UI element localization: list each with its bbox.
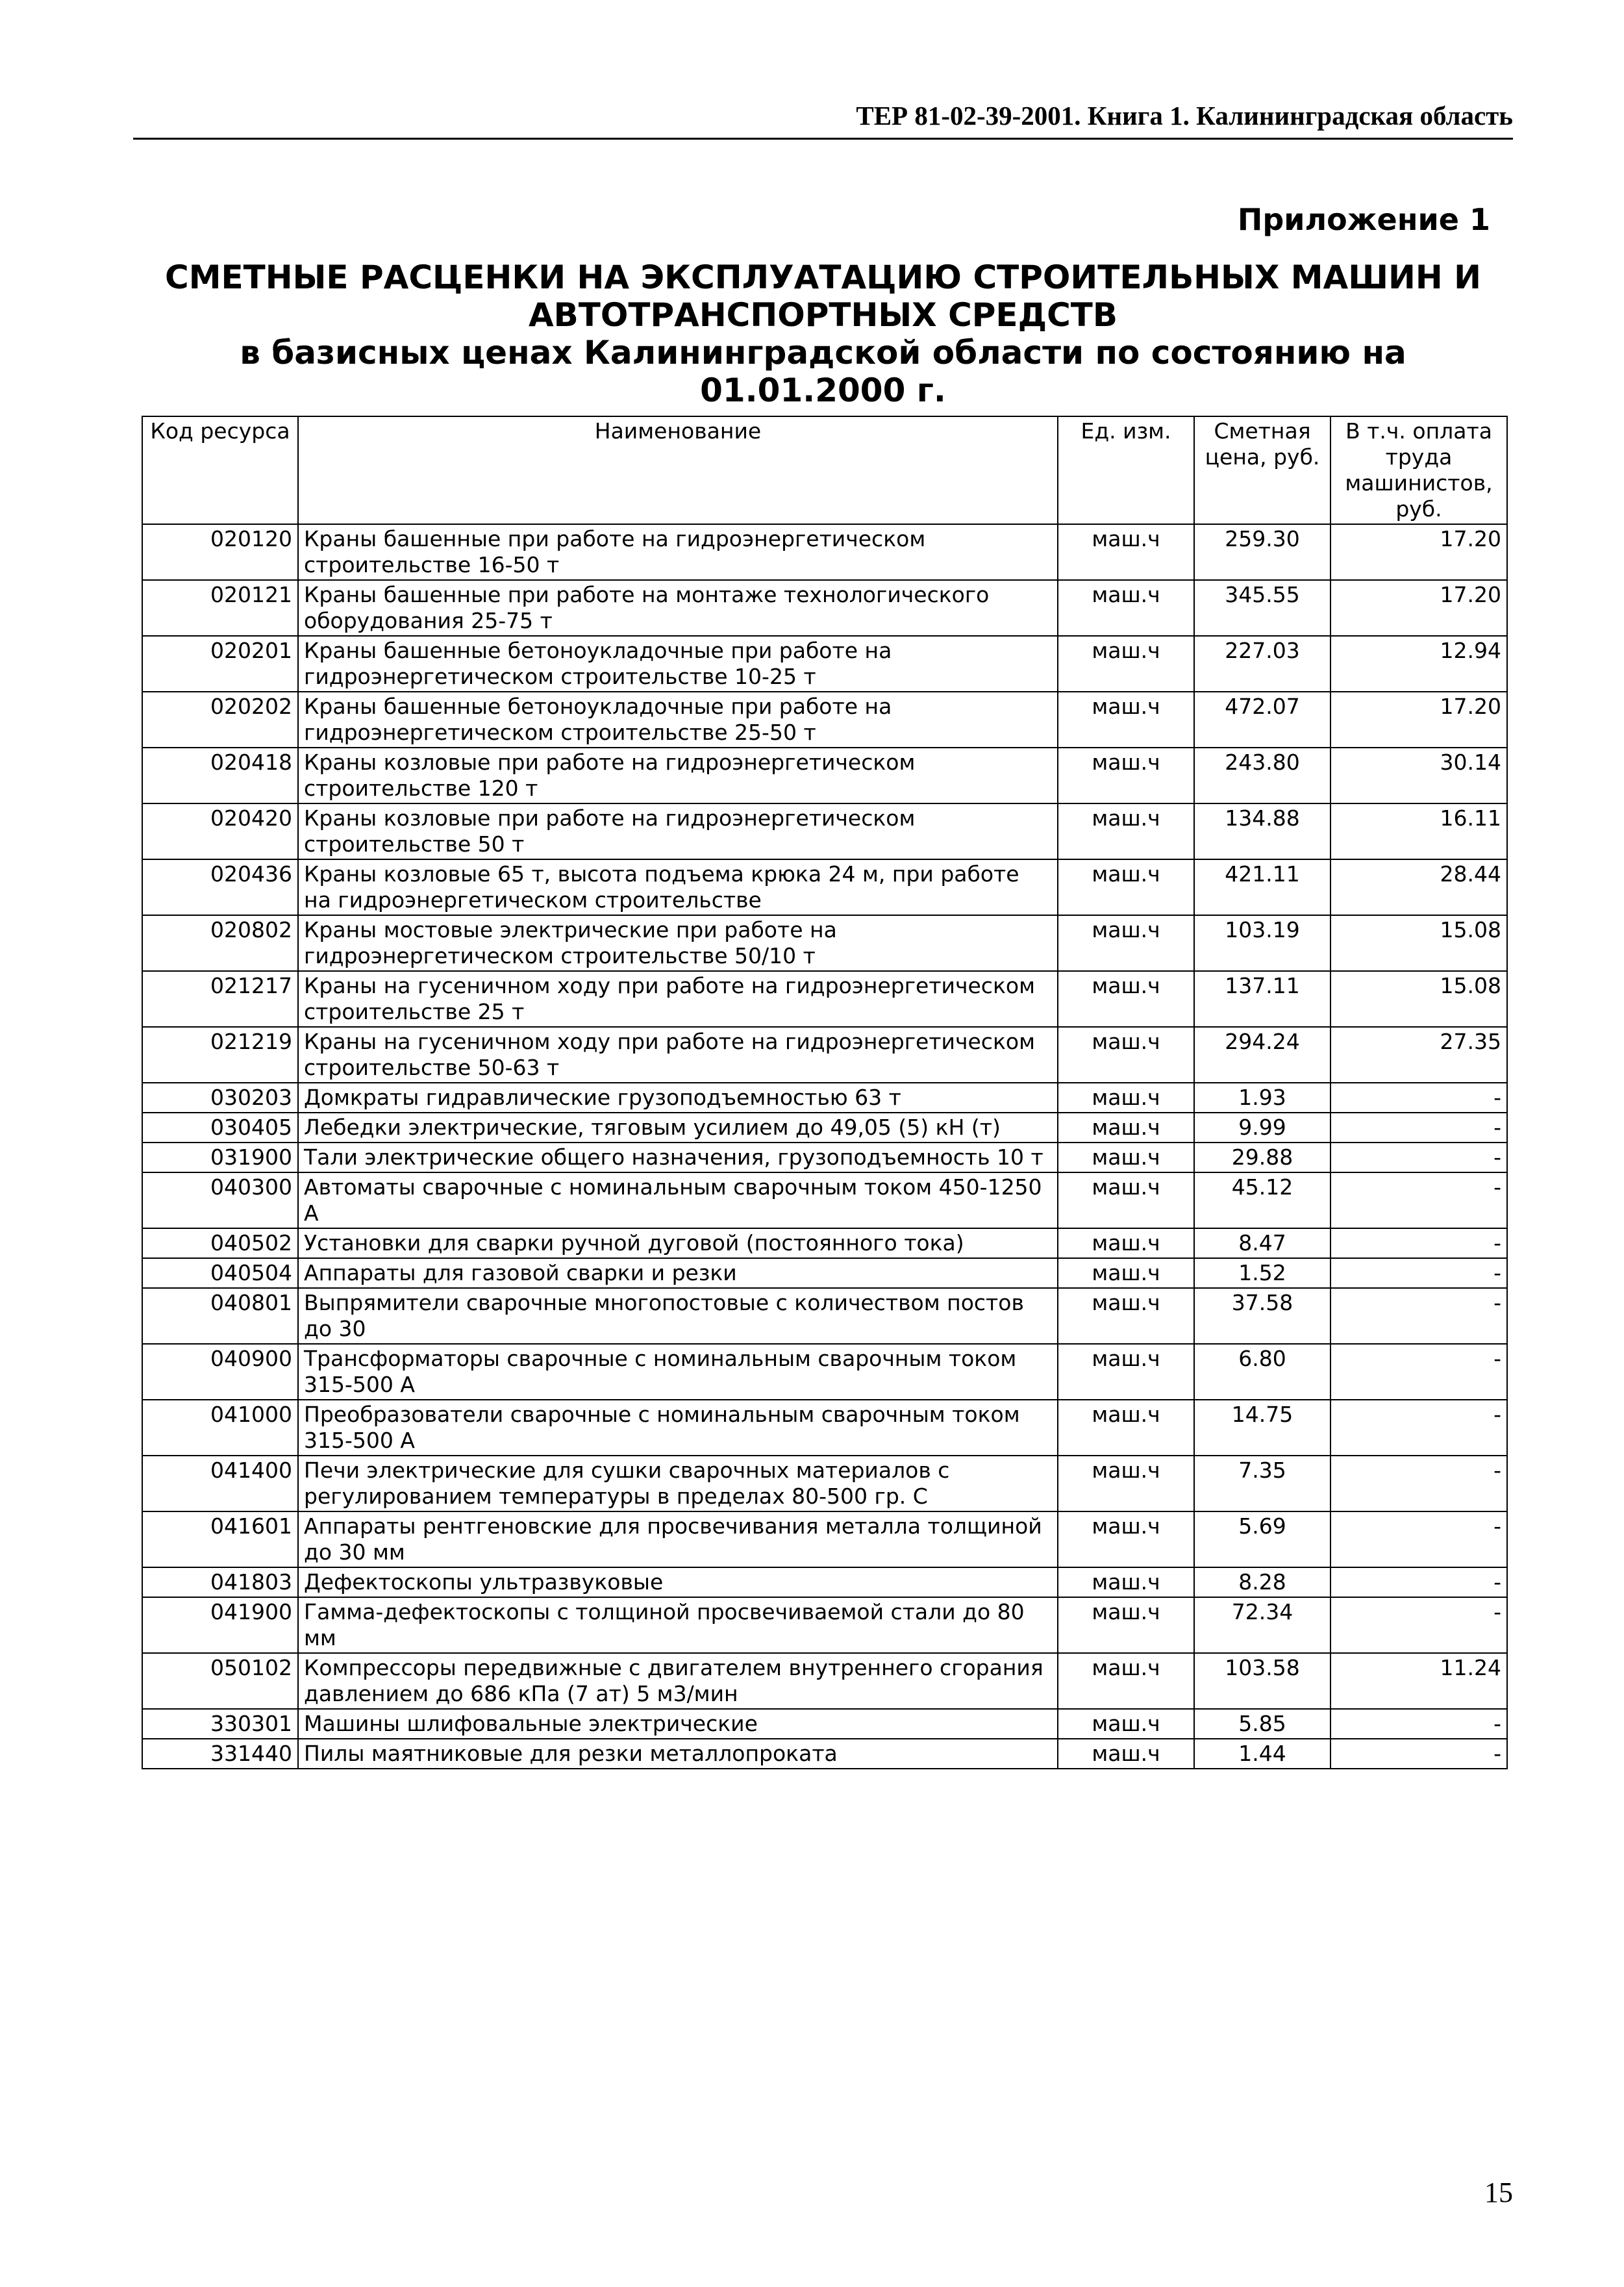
cell-name: Трансформаторы сварочные с номинальным сварочным током 315-500 А bbox=[298, 1344, 1058, 1400]
cell-price: 103.58 bbox=[1194, 1653, 1330, 1709]
table-row bbox=[142, 971, 1507, 1027]
cell-unit: маш.ч bbox=[1058, 1083, 1194, 1113]
cell-labor: - bbox=[1330, 1143, 1507, 1172]
cell-unit: маш.ч bbox=[1058, 1344, 1194, 1400]
table-row bbox=[142, 1228, 1507, 1258]
table-row bbox=[142, 915, 1507, 971]
cell-code: 030405 bbox=[142, 1113, 298, 1143]
cell-price: 1.44 bbox=[1194, 1739, 1330, 1769]
cell-labor: 15.08 bbox=[1330, 915, 1507, 971]
cell-labor: - bbox=[1330, 1228, 1507, 1258]
cell-name: Лебедки электрические, тяговым усилием до 49,05 (5) кН (т) bbox=[298, 1113, 1058, 1143]
cell-price: 9.99 bbox=[1194, 1113, 1330, 1143]
cell-price: 1.52 bbox=[1194, 1258, 1330, 1288]
table-row bbox=[142, 748, 1507, 803]
cell-code: 041400 bbox=[142, 1456, 298, 1511]
table-row bbox=[142, 524, 1507, 580]
cell-code: 331440 bbox=[142, 1739, 298, 1769]
cell-price: 5.69 bbox=[1194, 1511, 1330, 1567]
table-row bbox=[142, 692, 1507, 748]
document-title bbox=[133, 259, 1513, 409]
cell-price: 5.85 bbox=[1194, 1709, 1330, 1739]
cell-unit: маш.ч bbox=[1058, 1288, 1194, 1344]
cell-labor: - bbox=[1330, 1567, 1507, 1597]
cell-labor: - bbox=[1330, 1511, 1507, 1567]
cell-labor: - bbox=[1330, 1288, 1507, 1344]
cell-unit: маш.ч bbox=[1058, 859, 1194, 915]
cell-name: Аппараты рентгеновские для просвечивания металла толщиной до 30 мм bbox=[298, 1511, 1058, 1567]
table-row bbox=[142, 580, 1507, 636]
cell-name: Краны козловые при работе на гидроэнергетическом строительстве 120 т bbox=[298, 748, 1058, 803]
cell-name: Краны козловые при работе на гидроэнергетическом строительстве 50 т bbox=[298, 803, 1058, 859]
cell-code: 020121 bbox=[142, 580, 298, 636]
cell-name: Преобразователи сварочные с номинальным сварочным током 315-500 А bbox=[298, 1400, 1058, 1456]
cell-labor: - bbox=[1330, 1400, 1507, 1456]
cell-price: 345.55 bbox=[1194, 580, 1330, 636]
cell-name: Автоматы сварочные с номинальным сварочным током 450-1250 А bbox=[298, 1172, 1058, 1228]
title-line-3: в базисных ценах Калининградской области по состоянию на 01.01.2000 г. bbox=[240, 334, 1406, 409]
cell-unit: маш.ч bbox=[1058, 1653, 1194, 1709]
cell-code: 330301 bbox=[142, 1709, 298, 1739]
cell-unit: маш.ч bbox=[1058, 1228, 1194, 1258]
cell-code: 040502 bbox=[142, 1228, 298, 1258]
cell-labor: 17.20 bbox=[1330, 580, 1507, 636]
cell-code: 041900 bbox=[142, 1597, 298, 1653]
cell-unit: маш.ч bbox=[1058, 803, 1194, 859]
table-header-row bbox=[142, 416, 1507, 524]
cell-price: 14.75 bbox=[1194, 1400, 1330, 1456]
column-header-unit: Ед. изм. bbox=[1058, 416, 1194, 524]
appendix-label: Приложение 1 bbox=[1237, 202, 1490, 237]
cell-unit: маш.ч bbox=[1058, 1113, 1194, 1143]
table-row bbox=[142, 1083, 1507, 1113]
cell-name: Печи электрические для сушки сварочных материалов с регулированием температуры в пределах 80-500 гр. С bbox=[298, 1456, 1058, 1511]
cell-price: 259.30 bbox=[1194, 524, 1330, 580]
cell-name: Компрессоры передвижные с двигателем внутреннего сгорания давлением до 686 кПа (7 ат) 5 м3/мин bbox=[298, 1653, 1058, 1709]
cell-labor: - bbox=[1330, 1113, 1507, 1143]
page-number: 15 bbox=[1484, 2177, 1513, 2208]
cell-name: Краны башенные бетоноукладочные при работе на гидроэнергетическом строительстве 25-50 т bbox=[298, 692, 1058, 748]
cell-code: 040300 bbox=[142, 1172, 298, 1228]
table-row bbox=[142, 1143, 1507, 1172]
title-line-1: СМЕТНЫЕ РАСЦЕНКИ НА ЭКСПЛУАТАЦИЮ СТРОИТЕЛЬНЫХ МАШИН И bbox=[165, 259, 1481, 296]
cell-labor: - bbox=[1330, 1709, 1507, 1739]
cell-name: Краны мостовые электрические при работе на гидроэнергетическом строительстве 50/10 т bbox=[298, 915, 1058, 971]
table-row bbox=[142, 1344, 1507, 1400]
cell-name: Дефектоскопы ультразвуковые bbox=[298, 1567, 1058, 1597]
table-row bbox=[142, 1400, 1507, 1456]
cell-unit: маш.ч bbox=[1058, 636, 1194, 692]
cell-name: Аппараты для газовой сварки и резки bbox=[298, 1258, 1058, 1288]
table-row bbox=[142, 1172, 1507, 1228]
cell-name: Краны на гусеничном ходу при работе на гидроэнергетическом строительстве 25 т bbox=[298, 971, 1058, 1027]
cell-unit: маш.ч bbox=[1058, 580, 1194, 636]
cell-unit: маш.ч bbox=[1058, 524, 1194, 580]
cell-price: 294.24 bbox=[1194, 1027, 1330, 1083]
cell-labor: 28.44 bbox=[1330, 859, 1507, 915]
cell-name: Краны башенные при работе на гидроэнергетическом строительстве 16-50 т bbox=[298, 524, 1058, 580]
cell-code: 041803 bbox=[142, 1567, 298, 1597]
cell-name: Краны башенные бетоноукладочные при работе на гидроэнергетическом строительстве 10-25 т bbox=[298, 636, 1058, 692]
cell-unit: маш.ч bbox=[1058, 692, 1194, 748]
cell-name: Установки для сварки ручной дуговой (постоянного тока) bbox=[298, 1228, 1058, 1258]
cell-price: 103.19 bbox=[1194, 915, 1330, 971]
cell-code: 020201 bbox=[142, 636, 298, 692]
cell-unit: маш.ч bbox=[1058, 1739, 1194, 1769]
cell-price: 472.07 bbox=[1194, 692, 1330, 748]
cell-labor: - bbox=[1330, 1344, 1507, 1400]
cell-unit: маш.ч bbox=[1058, 1258, 1194, 1288]
cell-unit: маш.ч bbox=[1058, 1511, 1194, 1567]
cell-unit: маш.ч bbox=[1058, 915, 1194, 971]
cell-labor: 30.14 bbox=[1330, 748, 1507, 803]
cell-code: 021219 bbox=[142, 1027, 298, 1083]
cell-name: Гамма-дефектоскопы с толщиной просвечиваемой стали до 80 мм bbox=[298, 1597, 1058, 1653]
table-row bbox=[142, 1456, 1507, 1511]
table-row bbox=[142, 1567, 1507, 1597]
cell-labor: - bbox=[1330, 1258, 1507, 1288]
cell-code: 020436 bbox=[142, 859, 298, 915]
table-row bbox=[142, 1027, 1507, 1083]
cell-code: 041000 bbox=[142, 1400, 298, 1456]
running-header: ТЕР 81-02-39-2001. Книга 1. Калининградская область bbox=[133, 99, 1513, 140]
cell-price: 6.80 bbox=[1194, 1344, 1330, 1400]
cell-price: 72.34 bbox=[1194, 1597, 1330, 1653]
cell-name: Домкраты гидравлические грузоподъемностью 63 т bbox=[298, 1083, 1058, 1113]
rates-table bbox=[142, 416, 1508, 1769]
cell-code: 020802 bbox=[142, 915, 298, 971]
table-row bbox=[142, 1258, 1507, 1288]
cell-unit: маш.ч bbox=[1058, 1597, 1194, 1653]
cell-labor: - bbox=[1330, 1172, 1507, 1228]
title-line-2: АВТОТРАНСПОРТНЫХ СРЕДСТВ bbox=[528, 296, 1118, 334]
cell-name: Выпрямители сварочные многопостовые с количеством постов до 30 bbox=[298, 1288, 1058, 1344]
cell-unit: маш.ч bbox=[1058, 1567, 1194, 1597]
column-header-name: Наименование bbox=[298, 416, 1058, 524]
column-header-labor: В т.ч. оплата труда машинистов, руб. bbox=[1330, 416, 1507, 524]
cell-unit: маш.ч bbox=[1058, 1172, 1194, 1228]
cell-unit: маш.ч bbox=[1058, 1143, 1194, 1172]
cell-name: Краны на гусеничном ходу при работе на гидроэнергетическом строительстве 50-63 т bbox=[298, 1027, 1058, 1083]
column-header-code: Код ресурса bbox=[142, 416, 298, 524]
cell-price: 7.35 bbox=[1194, 1456, 1330, 1511]
cell-labor: 27.35 bbox=[1330, 1027, 1507, 1083]
cell-code: 040801 bbox=[142, 1288, 298, 1344]
table-row bbox=[142, 1653, 1507, 1709]
table-row bbox=[142, 1511, 1507, 1567]
cell-name: Тали электрические общего назначения, грузоподъемность 10 т bbox=[298, 1143, 1058, 1172]
cell-unit: маш.ч bbox=[1058, 1456, 1194, 1511]
cell-labor: 16.11 bbox=[1330, 803, 1507, 859]
cell-price: 243.80 bbox=[1194, 748, 1330, 803]
cell-unit: маш.ч bbox=[1058, 1027, 1194, 1083]
cell-code: 040900 bbox=[142, 1344, 298, 1400]
cell-name: Краны козловые 65 т, высота подъема крюка 24 м, при работе на гидроэнергетическом строительстве bbox=[298, 859, 1058, 915]
cell-labor: - bbox=[1330, 1456, 1507, 1511]
cell-price: 227.03 bbox=[1194, 636, 1330, 692]
cell-price: 1.93 bbox=[1194, 1083, 1330, 1113]
cell-price: 134.88 bbox=[1194, 803, 1330, 859]
cell-unit: маш.ч bbox=[1058, 1709, 1194, 1739]
cell-price: 137.11 bbox=[1194, 971, 1330, 1027]
table-row bbox=[142, 1597, 1507, 1653]
cell-labor: 17.20 bbox=[1330, 524, 1507, 580]
table-row bbox=[142, 1113, 1507, 1143]
cell-labor: 12.94 bbox=[1330, 636, 1507, 692]
cell-price: 37.58 bbox=[1194, 1288, 1330, 1344]
table-row bbox=[142, 803, 1507, 859]
cell-price: 8.47 bbox=[1194, 1228, 1330, 1258]
cell-code: 020420 bbox=[142, 803, 298, 859]
table-row bbox=[142, 636, 1507, 692]
column-header-price: Сметная цена, руб. bbox=[1194, 416, 1330, 524]
cell-code: 050102 bbox=[142, 1653, 298, 1709]
cell-code: 020418 bbox=[142, 748, 298, 803]
cell-code: 020202 bbox=[142, 692, 298, 748]
cell-code: 040504 bbox=[142, 1258, 298, 1288]
cell-code: 020120 bbox=[142, 524, 298, 580]
cell-code: 041601 bbox=[142, 1511, 298, 1567]
cell-price: 8.28 bbox=[1194, 1567, 1330, 1597]
table-row bbox=[142, 859, 1507, 915]
cell-labor: 17.20 bbox=[1330, 692, 1507, 748]
cell-name: Пилы маятниковые для резки металлопроката bbox=[298, 1739, 1058, 1769]
cell-labor: - bbox=[1330, 1083, 1507, 1113]
cell-labor: 15.08 bbox=[1330, 971, 1507, 1027]
cell-labor: 11.24 bbox=[1330, 1653, 1507, 1709]
table-row bbox=[142, 1288, 1507, 1344]
cell-unit: маш.ч bbox=[1058, 748, 1194, 803]
cell-price: 29.88 bbox=[1194, 1143, 1330, 1172]
cell-unit: маш.ч bbox=[1058, 971, 1194, 1027]
cell-code: 021217 bbox=[142, 971, 298, 1027]
cell-name: Краны башенные при работе на монтаже технологического оборудования 25-75 т bbox=[298, 580, 1058, 636]
cell-price: 421.11 bbox=[1194, 859, 1330, 915]
cell-name: Машины шлифовальные электрические bbox=[298, 1709, 1058, 1739]
cell-labor: - bbox=[1330, 1597, 1507, 1653]
table-body bbox=[142, 524, 1507, 1769]
cell-price: 45.12 bbox=[1194, 1172, 1330, 1228]
table-row bbox=[142, 1709, 1507, 1739]
cell-code: 031900 bbox=[142, 1143, 298, 1172]
table-row bbox=[142, 1739, 1507, 1769]
cell-labor: - bbox=[1330, 1739, 1507, 1769]
cell-code: 030203 bbox=[142, 1083, 298, 1113]
cell-unit: маш.ч bbox=[1058, 1400, 1194, 1456]
